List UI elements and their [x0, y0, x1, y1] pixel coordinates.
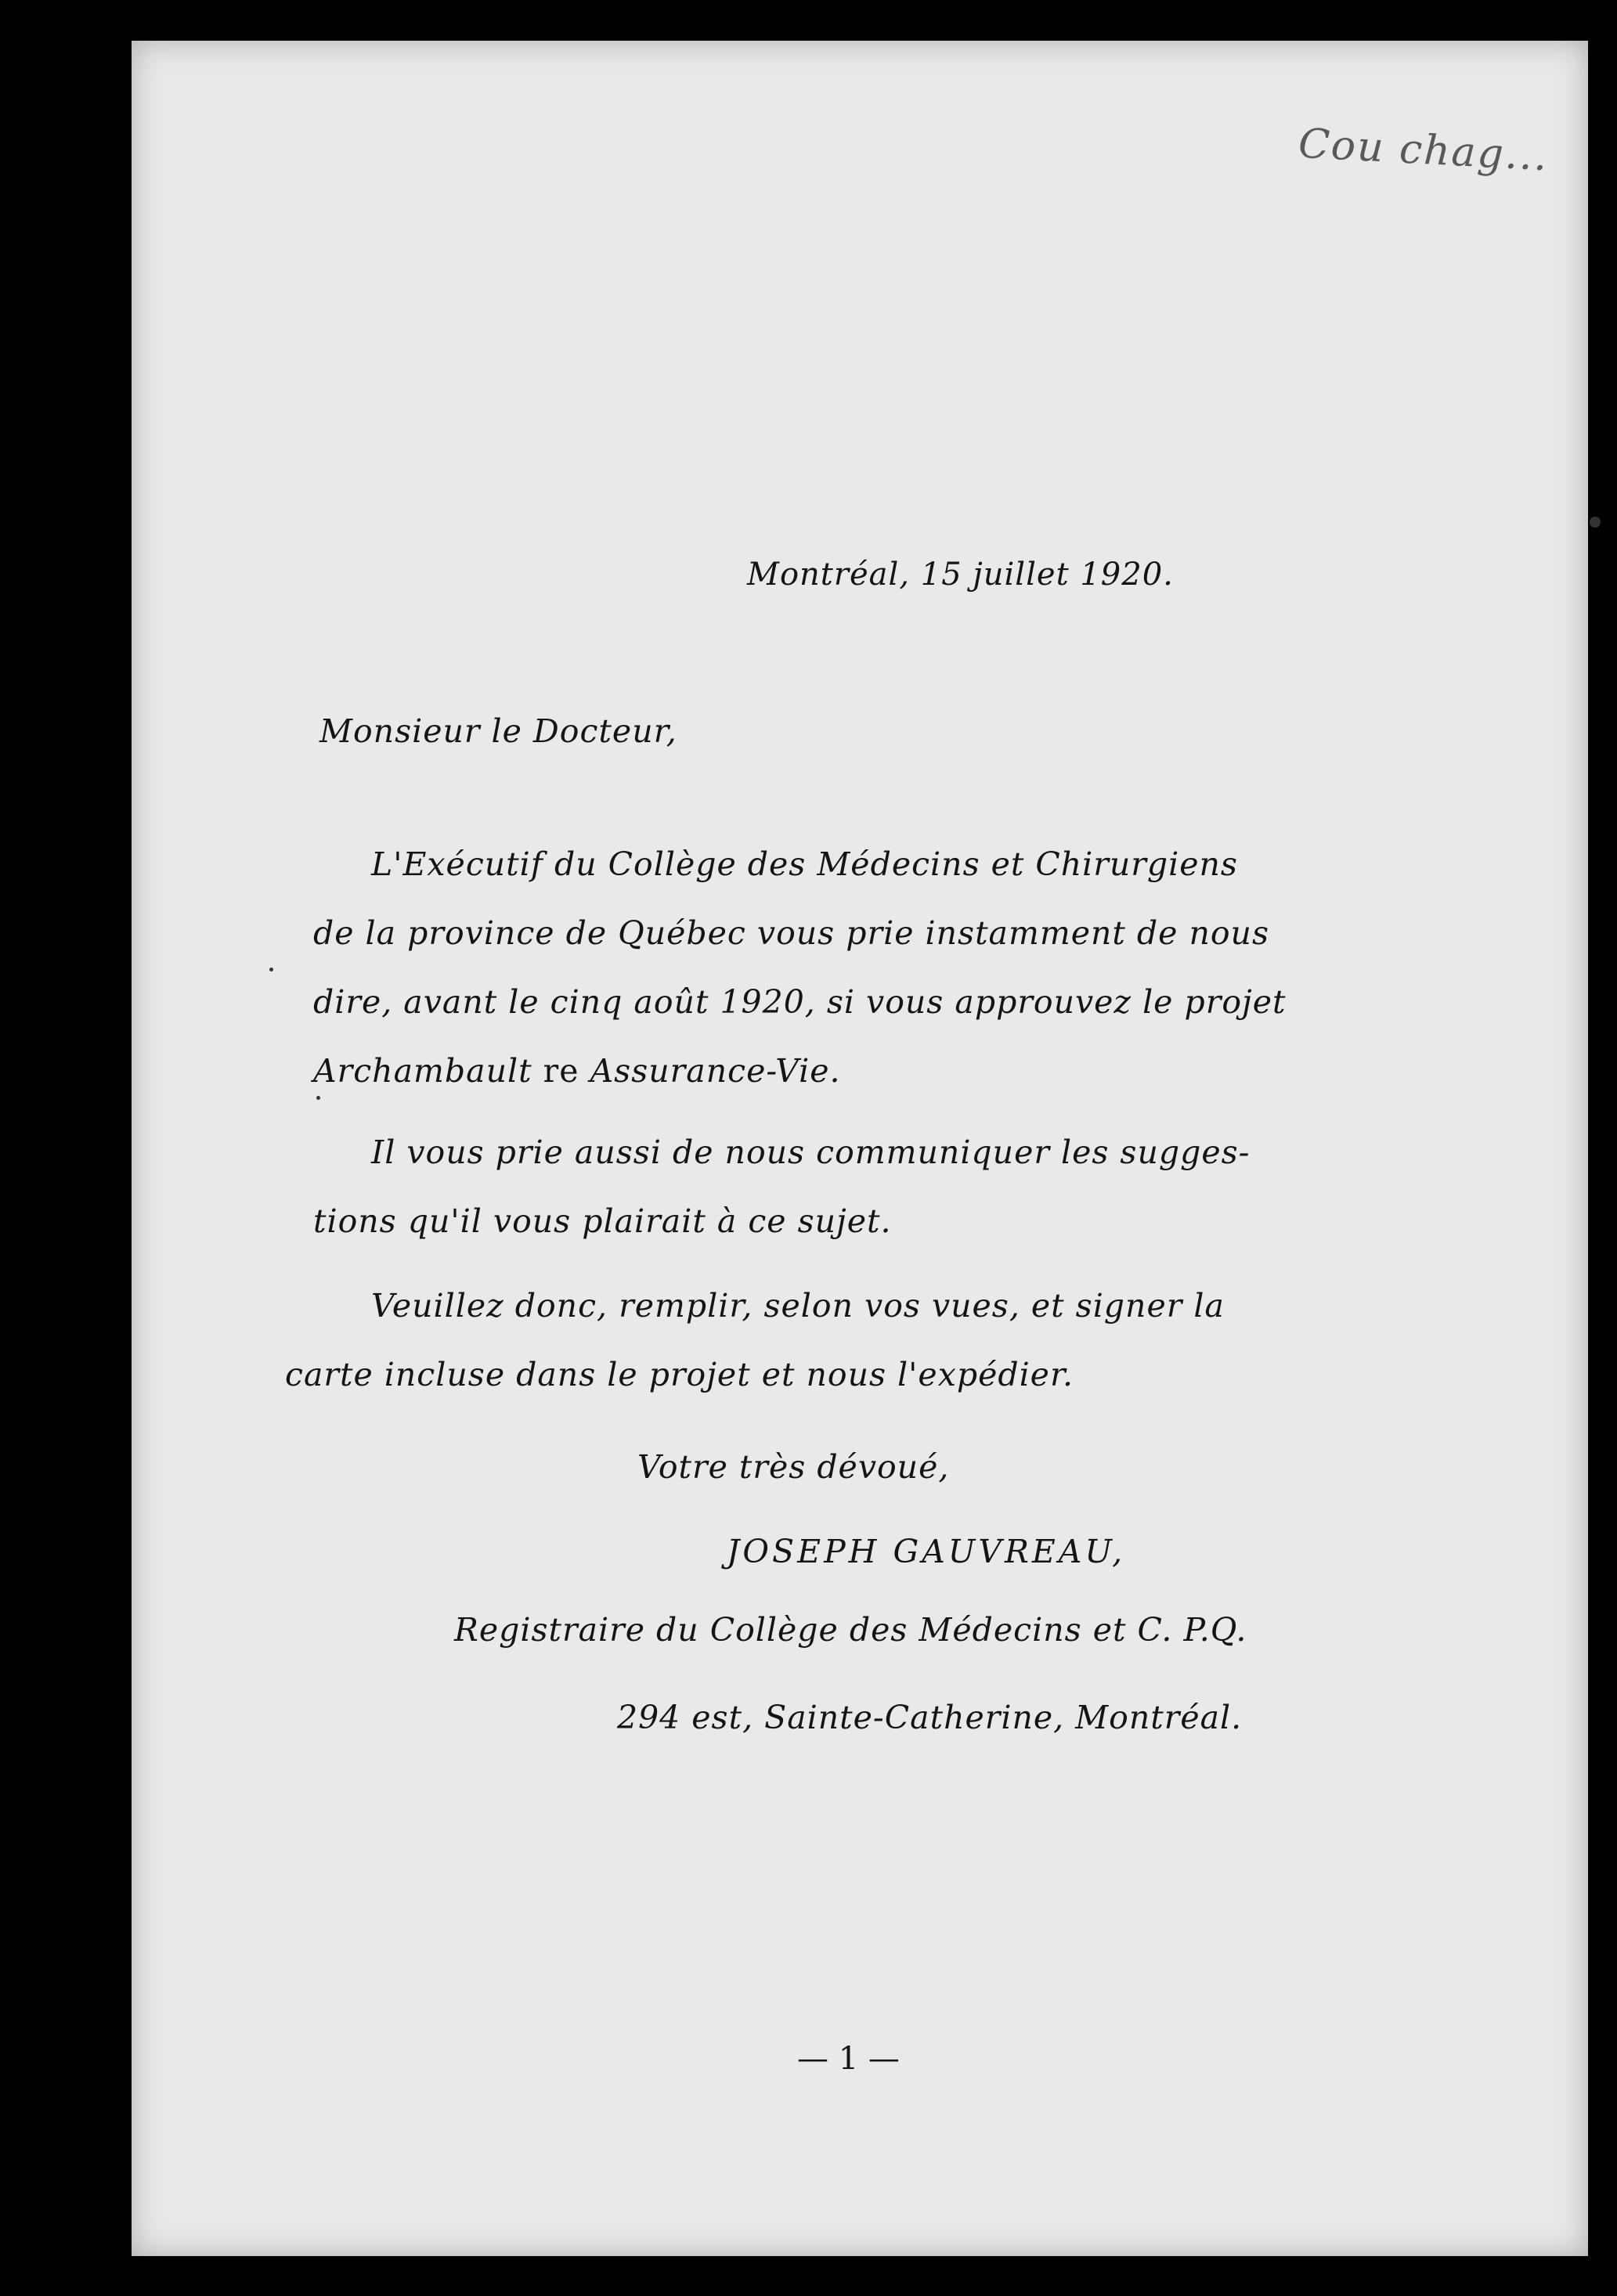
handwritten-annotation: Cou chag...: [1297, 120, 1550, 181]
address: 294 est, Sainte-Catherine, Montréal.: [617, 1699, 1243, 1736]
paragraph1-line1: L'Exécutif du Collège des Médecins et Chirurgiens: [371, 845, 1238, 883]
paragraph1-line2: de la province de Québec vous prie instamment de nous: [313, 914, 1269, 952]
paragraph1-line3: dire, avant le cinq août 1920, si vous approuvez le projet: [313, 983, 1287, 1021]
re-word: re: [543, 1052, 579, 1090]
salutation: Monsieur le Docteur,: [319, 712, 677, 750]
scan-speck: [316, 1096, 320, 1100]
paragraph2-line1: Il vous prie aussi de nous communiquer les sugges-: [371, 1134, 1251, 1171]
paragraph1-line4: [313, 1052, 841, 1090]
page-number: — 1 —: [797, 2041, 900, 2077]
paragraph3-line2: carte incluse dans le projet et nous l'expédier.: [285, 1356, 1074, 1393]
assurance-vie-word: Assurance-Vie.: [590, 1052, 841, 1090]
archambault-word: Archambault: [313, 1052, 532, 1090]
scan-speck: [269, 968, 273, 971]
signatory-title: Registraire du Collège des Médecins et C. P.Q.: [454, 1611, 1247, 1649]
paragraph2-line2: tions qu'il vous plairait à ce sujet.: [313, 1202, 892, 1240]
paragraph3-line1: Veuillez donc, remplir, selon vos vues, et signer la: [371, 1287, 1225, 1325]
letter-date: Montréal, 15 juillet 1920.: [747, 557, 1174, 593]
letter-page: [132, 41, 1588, 2256]
closing: Votre très dévoué,: [637, 1448, 950, 1486]
signatory-name: JOSEPH GAUVREAU,: [727, 1533, 1126, 1570]
scan-speck: [1590, 517, 1601, 528]
